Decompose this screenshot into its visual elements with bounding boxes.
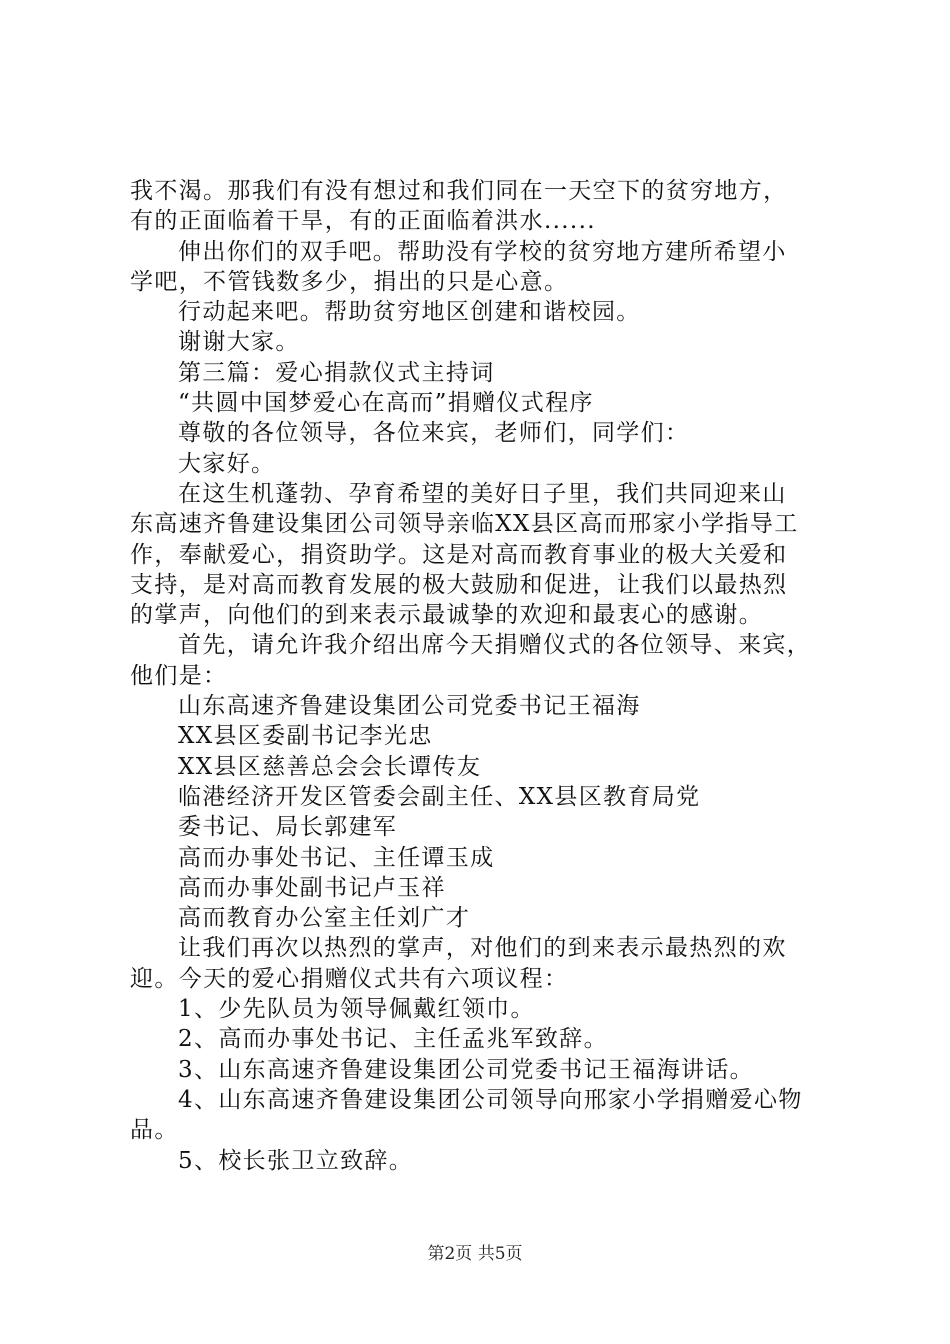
text-line: 大家好。 xyxy=(178,450,276,477)
text-line: 他们是： xyxy=(130,662,228,689)
text-line: 在这生机蓬勃、孕育希望的美好日子里，我们共同迎来山 xyxy=(178,480,787,507)
agenda-item-continuation: 品。 xyxy=(130,1117,179,1144)
guest-list-item: 高而办事处书记、主任谭玉成 xyxy=(178,844,495,871)
program-title: “共圆中国梦爱心在高而”捐赠仪式程序 xyxy=(178,390,594,417)
guest-list-item: XX县区委副书记李光忠 xyxy=(178,723,433,750)
agenda-item: 3、山东高速齐鲁建设集团公司党委书记王福海讲话。 xyxy=(178,1056,755,1083)
text-line: 行动起来吧。帮助贫穷地区创建和谐校园。 xyxy=(178,299,641,326)
text-line: 谢谢大家。 xyxy=(178,329,300,356)
document-body xyxy=(130,176,842,1176)
agenda-item: 4、山东高速齐鲁建设集团公司领导向邢家小学捐赠爱心物 xyxy=(178,1086,803,1113)
page-number-footer: 第2页 共5页 xyxy=(427,1244,523,1264)
text-line: 伸出你们的双手吧。帮助没有学校的贫穷地方建所希望小 xyxy=(178,238,787,265)
guest-list-item: 委书记、局长郭建军 xyxy=(178,814,398,841)
agenda-item: 2、高而办事处书记、主任孟兆军致辞。 xyxy=(178,1026,608,1053)
text-line: 让我们再次以热烈的掌声，对他们的到来表示最热烈的欢 xyxy=(178,935,787,962)
guest-list-item: 高而办事处副书记卢玉祥 xyxy=(178,874,446,901)
guest-list-item: 高而教育办公室主任刘广才 xyxy=(178,905,471,932)
text-line: 的掌声，向他们的到来表示最诚挚的欢迎和最衷心的感谢。 xyxy=(130,602,764,629)
agenda-item: 1、少先队员为领导佩戴红领巾。 xyxy=(178,996,535,1023)
guest-list-item: 山东高速齐鲁建设集团公司党委书记王福海 xyxy=(178,693,641,720)
text-line: 首先，请允许我介绍出席今天捐赠仪式的各位领导、来宾， xyxy=(178,632,812,659)
text-line: 作，奉献爱心，捐资助学。这是对高而教育事业的极大关爱和 xyxy=(130,541,788,568)
guest-list-item: 临港经济开发区管委会副主任、XX县区教育局党 xyxy=(178,783,701,810)
agenda-item: 5、校长张卫立致辞。 xyxy=(178,1147,414,1174)
text-line: 支持，是对高而教育发展的极大鼓励和促进，让我们以最热烈 xyxy=(130,571,788,598)
text-line: 东高速齐鲁建设集团公司领导亲临XX县区高而邢家小学指导工 xyxy=(130,511,799,538)
text-line: 学吧，不管钱数多少，捐出的只是心意。 xyxy=(130,268,569,295)
guest-list-item: XX县区慈善总会会长谭传友 xyxy=(178,753,482,780)
section-heading: 第三篇：爱心捐款仪式主持词 xyxy=(178,359,495,386)
text-line: 我不渴。那我们有没有想过和我们同在一天空下的贫穷地方， xyxy=(130,178,788,204)
text-line: 有的正面临着干旱，有的正面临着洪水...... xyxy=(130,208,596,235)
text-line: 迎。今天的爱心捐赠仪式共有六项议程： xyxy=(130,965,569,992)
text-line: 尊敬的各位领导，各位来宾，老师们，同学们： xyxy=(178,420,690,447)
